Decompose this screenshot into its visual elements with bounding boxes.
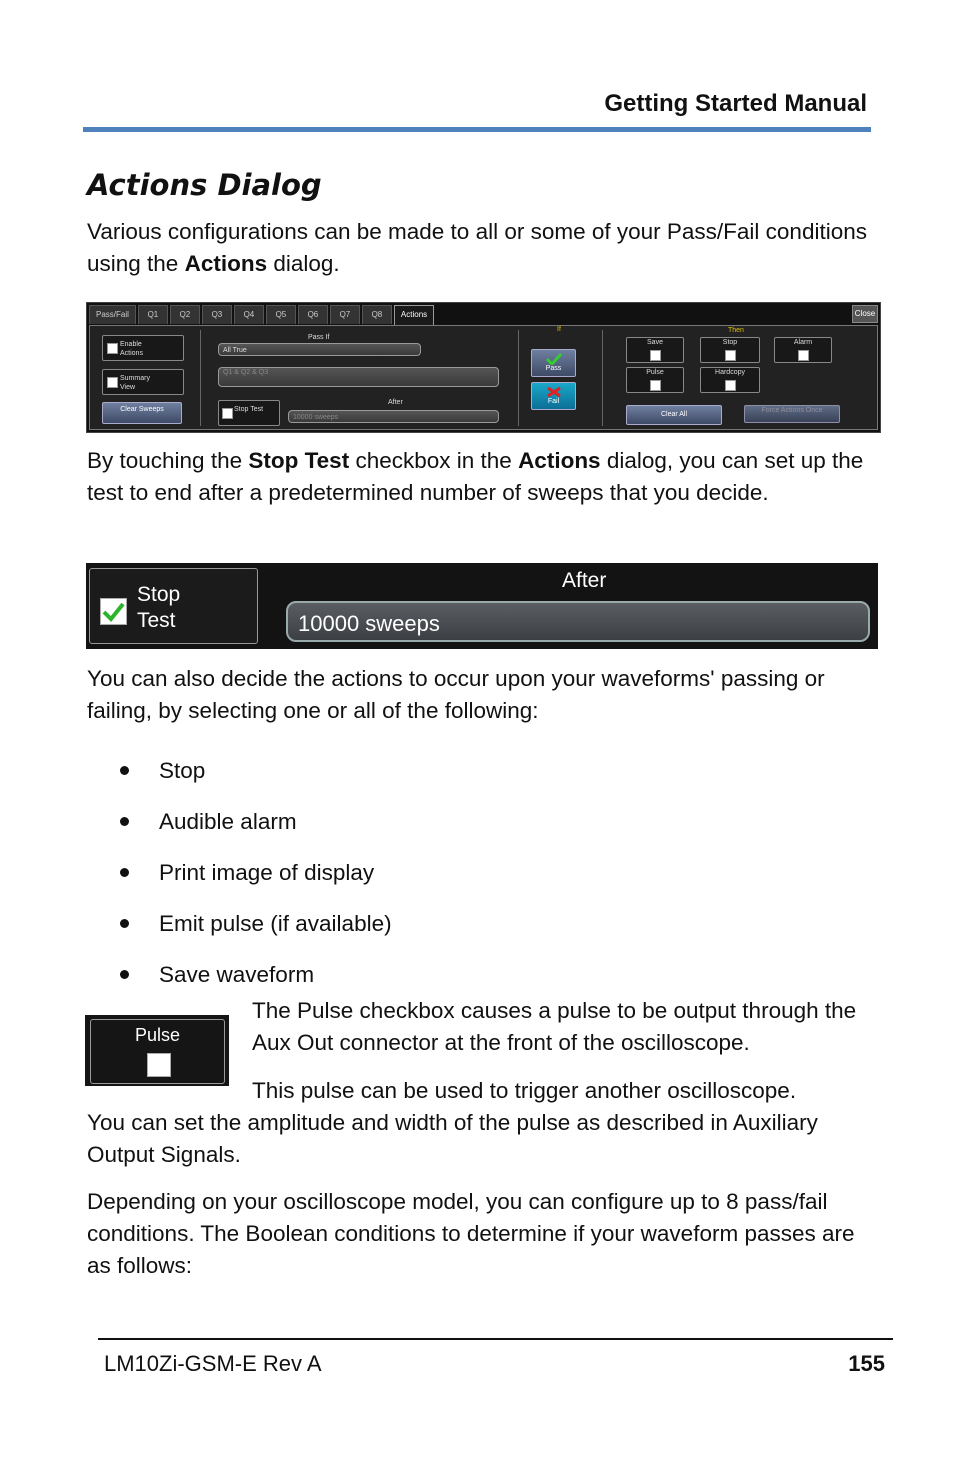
tab-q3[interactable]: Q3 (202, 305, 232, 324)
page-number: 155 (848, 1351, 885, 1376)
stop-checkbox[interactable] (700, 337, 760, 363)
clear-sweeps-button[interactable]: Clear Sweeps (102, 402, 182, 424)
checkbox-square[interactable] (725, 380, 736, 391)
actions-dialog-screenshot (86, 302, 881, 433)
label-line: Test (137, 609, 176, 632)
fail-button[interactable] (531, 382, 576, 410)
list-item (120, 898, 392, 949)
checkbox-square[interactable] (222, 408, 233, 419)
bullet-icon (120, 868, 129, 877)
conditions-paragraph: Depending on your oscilloscope model, you can configure up to 8 pass/fail conditions. The Boolean conditions to determine if your waveform passes are as follows: (87, 1189, 855, 1278)
alarm-checkbox[interactable] (774, 337, 832, 363)
after-label: After (388, 399, 403, 406)
stop-test-screenshot (86, 563, 878, 649)
if-label: If (557, 326, 561, 333)
list-item (120, 847, 392, 898)
checkbox-square[interactable] (650, 380, 661, 391)
tab-q2[interactable]: Q2 (170, 305, 200, 324)
list-item (120, 796, 392, 847)
actions-list (120, 745, 392, 1000)
para-text: By touching the (87, 448, 249, 473)
pulse-description: The Pulse checkbox causes a pulse to be output through the Aux Out connector at the front of the oscilloscope. (252, 998, 857, 1055)
checkbox-square[interactable] (147, 1053, 171, 1077)
pulse-checkbox[interactable] (90, 1019, 225, 1084)
hardcopy-label: Hardcopy (715, 369, 745, 376)
pulse-usage-line: This pulse can be used to trigger another oscilloscope. (252, 1078, 797, 1103)
after-field[interactable]: 10000 sweeps (288, 410, 499, 423)
actions-paragraph: You can also decide the actions to occur upon your waveforms' passing or failing, by selecting one or all of the following: (87, 666, 825, 723)
tab-actions[interactable]: Actions (394, 305, 434, 326)
clear-all-button[interactable]: Clear All (626, 405, 722, 425)
checkbox-square[interactable] (107, 377, 118, 388)
separator (200, 330, 201, 426)
tab-q8[interactable]: Q8 (362, 305, 392, 324)
fail-icon (546, 386, 562, 398)
save-label: Save (647, 339, 663, 346)
pass-if-expression[interactable]: Q1 & Q2 & Q3 (218, 367, 499, 387)
bullet-icon (120, 817, 129, 826)
after-label: After (562, 569, 607, 592)
dialog-tabs (89, 305, 436, 325)
stop-test-checkbox[interactable] (89, 568, 258, 644)
tab-pass-fail[interactable]: Pass/Fail (89, 305, 136, 324)
tab-q7[interactable]: Q7 (330, 305, 360, 324)
enable-actions-checkbox[interactable] (102, 335, 184, 361)
save-checkbox[interactable] (626, 337, 684, 363)
hardcopy-checkbox[interactable] (700, 367, 760, 393)
dialog-body (89, 325, 878, 430)
list-item-text: Stop (159, 757, 206, 783)
intro-text-end: dialog. (267, 251, 340, 276)
close-button[interactable]: Close (852, 305, 878, 323)
tab-q4[interactable]: Q4 (234, 305, 264, 324)
bullet-icon (120, 766, 129, 775)
sweeps-field[interactable]: 10000 sweeps (286, 601, 870, 642)
list-item (120, 745, 392, 796)
pass-if-select[interactable]: All True (218, 343, 421, 356)
stop-test-checkbox[interactable] (218, 400, 280, 426)
tab-q1[interactable]: Q1 (138, 305, 168, 324)
pulse-screenshot (85, 1015, 229, 1086)
header-rule (83, 127, 871, 132)
list-item-text: Save waveform (159, 961, 315, 987)
summary-view-checkbox[interactable] (102, 369, 184, 395)
pulse-label: Pulse (134, 1025, 181, 1045)
footer-rule (98, 1338, 893, 1340)
running-header: Getting Started Manual (604, 90, 867, 117)
checkbox-square[interactable] (107, 343, 118, 354)
intro-text: Various configurations can be made to all or some of your Pass/Fail conditions using the (87, 219, 867, 276)
checkbox-square[interactable] (725, 350, 736, 361)
pulse-checkbox[interactable] (626, 367, 684, 393)
section-heading: Actions Dialog (87, 168, 322, 202)
list-item (120, 949, 392, 1000)
label-line: Stop (137, 583, 181, 606)
checkbox-checked[interactable] (100, 598, 127, 625)
pass-button[interactable] (531, 349, 576, 377)
separator (602, 330, 603, 426)
alarm-label: Alarm (793, 339, 813, 346)
checkbox-square[interactable] (650, 350, 661, 361)
intro-paragraph (87, 216, 877, 280)
intro-bold: Actions (184, 251, 268, 276)
pass-if-label: Pass If (308, 334, 330, 341)
separator (518, 330, 519, 426)
tab-q5[interactable]: Q5 (266, 305, 296, 324)
check-icon (546, 353, 562, 365)
then-label: Then (728, 327, 744, 334)
fail-label: Fail (547, 398, 560, 405)
pulse-label: Pulse (646, 369, 664, 376)
list-item-text: Emit pulse (if available) (159, 910, 392, 936)
para-text: checkbox in the (349, 448, 519, 473)
stop-test-label (137, 582, 180, 634)
bullet-icon (120, 919, 129, 928)
para-bold: Stop Test (248, 448, 350, 473)
stop-test-label: Stop Test (234, 406, 264, 413)
stop-label: Stop (722, 339, 738, 346)
bullet-icon (120, 970, 129, 979)
para-text: dialog, you can set up the test to end after a predetermined number of sweeps that you decide. (87, 448, 864, 505)
para-bold: Actions (518, 448, 601, 473)
enable-actions-label: Enable Actions (120, 341, 143, 357)
checkbox-square[interactable] (798, 350, 809, 361)
pass-label: Pass (545, 365, 562, 372)
pulse-usage-paragraph: You can set the amplitude and width of the pulse as described in Auxiliary Output Signals. (87, 1110, 818, 1167)
list-item-text: Print image of display (159, 859, 375, 885)
list-item-text: Audible alarm (159, 808, 297, 834)
footer-doc-id: LM10Zi-GSM-E Rev A (104, 1351, 322, 1376)
tab-q6[interactable]: Q6 (298, 305, 328, 324)
check-icon (101, 599, 126, 624)
summary-view-label: Summary View (120, 375, 150, 391)
force-actions-once-button[interactable]: Force Actions Once (744, 405, 840, 423)
stop-test-paragraph (87, 445, 877, 509)
